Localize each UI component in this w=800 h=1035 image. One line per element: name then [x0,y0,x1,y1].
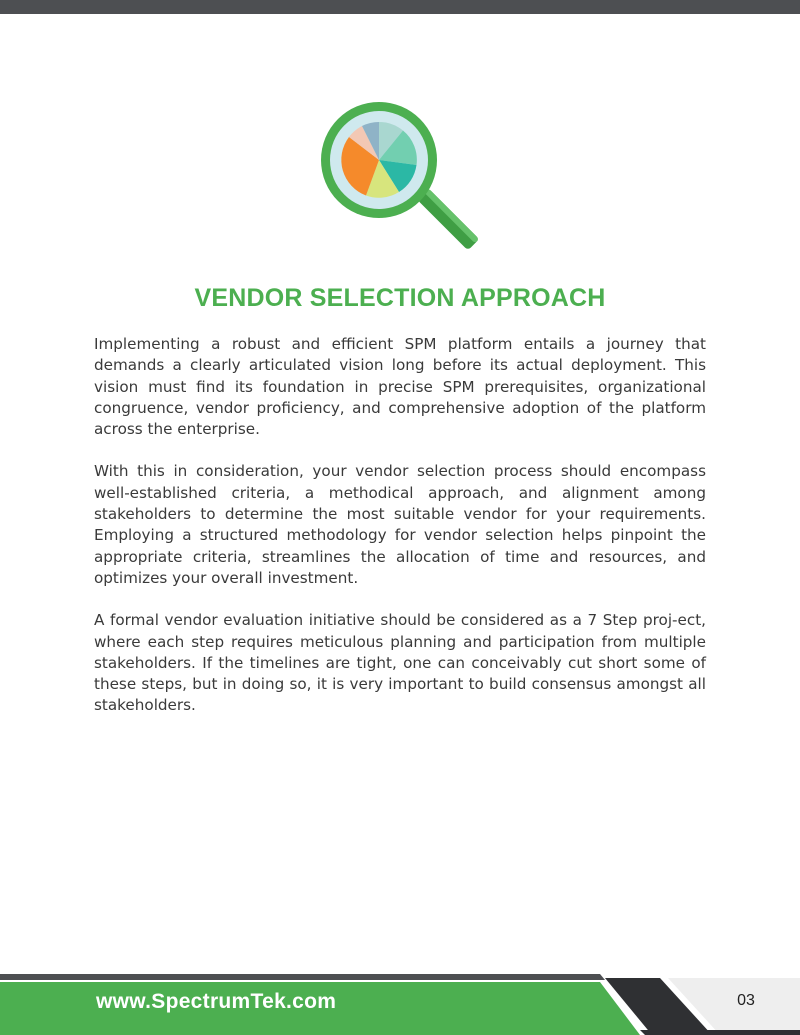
body-text [94,334,706,738]
paragraph-seven-step: A formal vendor evaluation initiative should be considered as a 7 Step proj-ect, where each step requires meticulous planning and participation from multiple stakeholders. If the timelines are tight, one can conceivably cut short some of these steps, but in doing so, it is very important to build consensus amongst all stakeholders. [94,611,706,715]
page-number: 03 [737,992,755,1009]
paragraph-intro: Implementing a robust and efficient SPM platform entails a journey that demands a clearly articulated vision long before its actual deployment. This vision must find its foundation in precise SPM prerequisites, organizational congruence, vendor proficiency, and comprehensive adoption of the platform across the enterprise. [94,335,706,439]
paragraph-selection-process: With this in consideration, your vendor selection process should encompass well-established criteria, a methodical approach, and alignment among stakeholders to determine the most suitable vendor for your requirements. Employing a structured methodology for vendor selection helps pinpoint the appropriate criteria, streamlines the allocation of time and resources, and optimizes your overall investment. [94,462,706,587]
footer-website[interactable]: www.SpectrumTek.com [96,990,337,1013]
top-header-bar [0,0,800,14]
magnifying-glass-pie-chart-icon [316,100,486,260]
page-title: VENDOR SELECTION APPROACH [194,284,606,312]
